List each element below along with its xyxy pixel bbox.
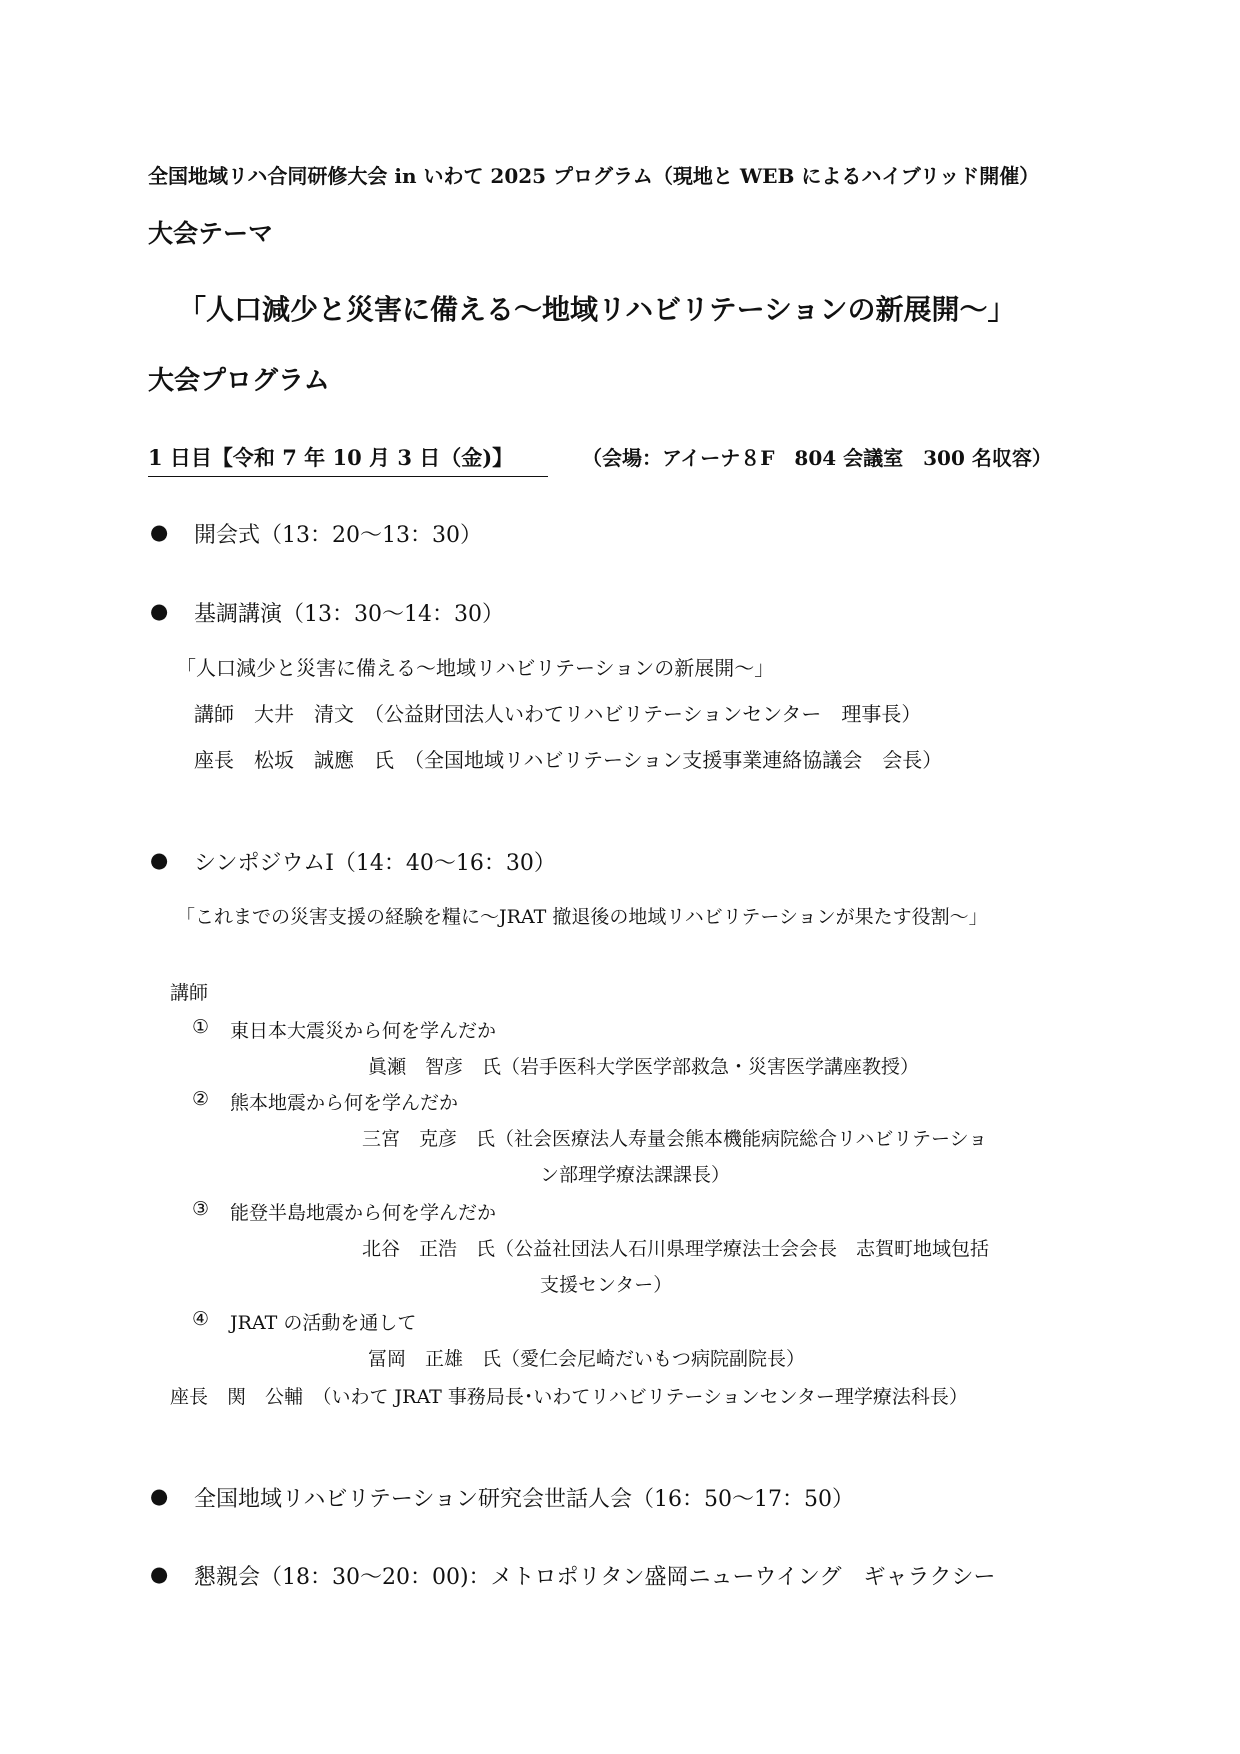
symposium-title: シンポジウムⅠ（14：40～16：30） (194, 851, 556, 876)
keynote-lecturer: 講師 大井 清文 （公益財団法人いわてリハビリテーションセンター 理事長） (194, 702, 922, 726)
talk-speaker: 眞瀬 智彦 氏（岩手医科大学医学部救急・災害医学講座教授） (368, 1056, 920, 1078)
program-label: 大会プログラム (148, 366, 330, 396)
talk-number: ① (192, 1016, 210, 1038)
bullet-icon: ● (150, 520, 169, 544)
keynote-chair: 座長 松坂 誠應 氏 （全国地域リハビリテーション支援事業連絡協議会 会長） (194, 748, 943, 772)
bullet-icon: ● (150, 599, 169, 623)
talk-number: ④ (192, 1308, 210, 1330)
talk-topic: 熊本地震から何を学んだか (230, 1092, 459, 1114)
reception: 懇親会（18：30～20：00)：メトロポリタン盛岡ニューウイング ギャラクシー (194, 1565, 996, 1590)
bullet-icon: ● (150, 848, 169, 872)
talk-number: ③ (192, 1198, 210, 1220)
theme-title: 「人口減少と災害に備える～地域リハビリテーションの新展開～」 (178, 293, 1016, 326)
talk-speaker-continued: 支援センター） (540, 1274, 673, 1296)
talk-topic: 東日本大震災から何を学んだか (230, 1020, 497, 1042)
day1-title: 1 日目【令和 7 年 10 月 3 日（金)】 (148, 442, 548, 477)
talk-number: ② (192, 1088, 210, 1110)
talk-topic: 能登半島地震から何を学んだか (230, 1202, 497, 1224)
talk-speaker: 三宮 克彦 氏（社会医療法人寿量会熊本機能病院総合リハビリテーショ (362, 1128, 988, 1150)
talk-speaker: 冨岡 正雄 氏（愛仁会尼崎だいもつ病院副院長） (368, 1348, 806, 1370)
opening-ceremony: 開会式（13：20～13：30） (194, 523, 482, 548)
symposium-chair: 座長 関 公輔 （いわて JRAT 事務局長･いわてリハビリテーションセンター理学療法科長） (170, 1386, 968, 1408)
theme-label: 大会テーマ (148, 219, 274, 248)
keynote-title: 基調講演（13：30～14：30） (194, 602, 504, 627)
lecturers-label: 講師 (170, 982, 209, 1004)
bullet-icon: ● (150, 1484, 169, 1508)
symposium-subtitle: 「これまでの災害支援の経験を糧に～JRAT 撤退後の地域リハビリテーションが果たす役割～」 (176, 906, 988, 928)
talk-speaker: 北谷 正浩 氏（公益社団法人石川県理学療法士会会長 志賀町地域包括 (362, 1238, 990, 1260)
talk-speaker-continued: ン部理学療法課課長） (540, 1164, 731, 1186)
keynote-subtitle: 「人口減少と災害に備える～地域リハビリテーションの新展開～」 (176, 656, 775, 680)
day1-venue: （会場：アイーナ８F 804 会議室 300 名収容） (582, 446, 1052, 470)
talk-topic: JRAT の活動を通して (230, 1312, 417, 1334)
bullet-icon: ● (150, 1562, 169, 1586)
document-header: 全国地域リハ合同研修大会 in いわて 2025 プログラム（現地と WEB によるハイブリッド開催） (148, 164, 1040, 188)
organizers-meeting: 全国地域リハビリテーション研究会世話人会（16：50～17：50） (194, 1487, 854, 1512)
